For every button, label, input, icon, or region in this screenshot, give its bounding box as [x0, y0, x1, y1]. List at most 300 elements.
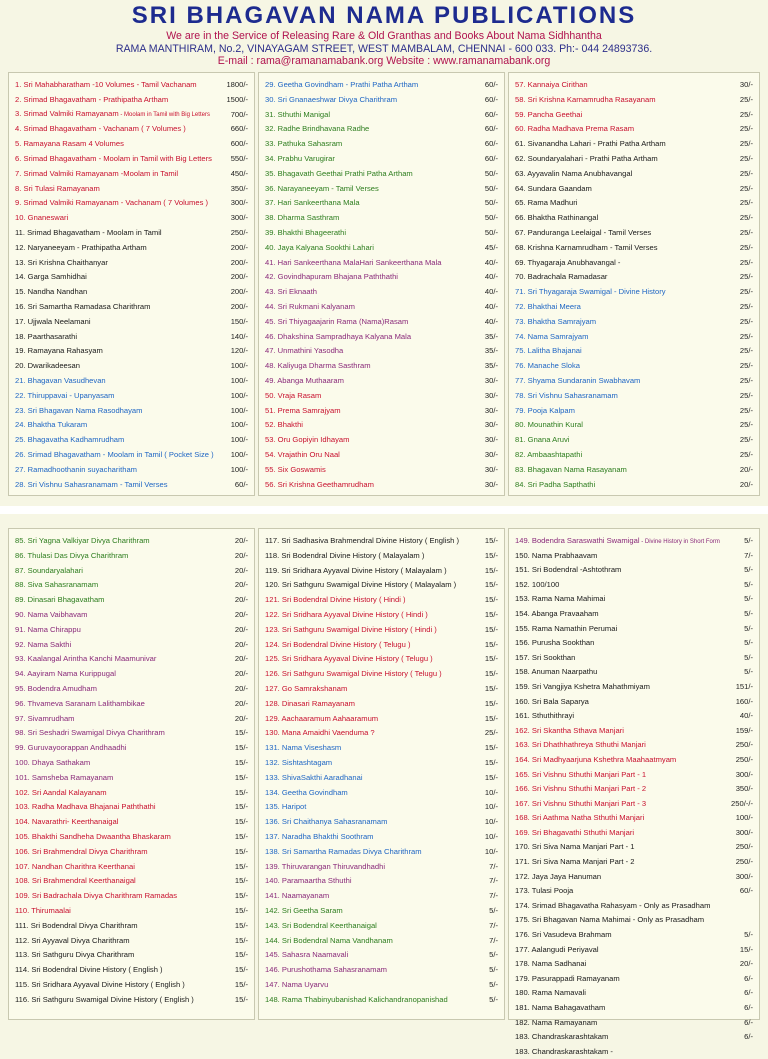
- book-price: 35/-: [484, 346, 498, 356]
- book-title: 24. Bhaktha Tukaram: [15, 420, 88, 430]
- book-list-item: [265, 608, 498, 623]
- book-title-note: - Moolam in Tamil with Big Letters: [118, 112, 210, 119]
- book-price: 30/-: [484, 435, 498, 445]
- book-title: 28. Sri Vishnu Sahasranamam - Tamil Verses: [15, 479, 168, 489]
- book-list-item: [15, 374, 248, 389]
- book-list-item: [515, 285, 753, 300]
- book-title: 47. Unmathini Yasodha: [265, 346, 344, 356]
- book-title: 116. Sri Sathguru Swamigal Divine History ( English ): [15, 994, 194, 1004]
- book-price: 5/-: [744, 536, 753, 545]
- book-title: 39. Bhakthi Bhageerathi: [265, 227, 347, 237]
- book-title: 164. Sri Madhyaarjuna Kshethra Maahaatmyam: [515, 754, 677, 764]
- book-list-item: [15, 78, 248, 93]
- book-list-item: [15, 667, 248, 682]
- book-list-item: [15, 697, 248, 712]
- book-title: 11. Srimad Bhagavatham - Moolam in Tamil: [15, 227, 162, 237]
- book-list-item: [265, 241, 498, 256]
- book-list-item: [265, 285, 498, 300]
- book-price: 20/-: [234, 639, 248, 649]
- book-price: 20/-: [234, 595, 248, 605]
- book-title: 162. Sri Skantha Sthava Manjari: [515, 725, 624, 735]
- book-price: 60/-: [484, 139, 498, 149]
- book-title: 15. Nandha Nandhan: [15, 287, 88, 297]
- book-list-item: [15, 167, 248, 182]
- book-title: 75. Lalitha Bhajanai: [515, 346, 582, 356]
- book-title: 50. Vraja Rasam: [265, 390, 322, 400]
- book-list-item: [515, 1016, 753, 1031]
- book-list-item: [515, 811, 753, 826]
- book-title: 100. Dhaya Sathakam: [15, 757, 91, 767]
- book-list-item: [15, 534, 248, 549]
- book-title: 140. Paramaartha Sthuthi: [265, 876, 352, 886]
- book-title: 112. Sri Ayyaval Divya Charithram: [15, 935, 130, 945]
- book-title: 40. Jaya Kalyana Sookthi Lahari: [265, 242, 374, 252]
- book-title: 51. Prema Samrajyam: [265, 405, 341, 415]
- book-title: 23. Sri Bhagavan Nama Rasodhayam: [15, 405, 143, 415]
- book-title: 43. Sri Eknaath: [265, 287, 317, 297]
- book-title: 67. Panduranga Leelaigal - Tamil Verses: [515, 227, 652, 237]
- contact-line: E-mail : rama@ramanamabank.org Website : www.ramanamabank.org: [217, 55, 551, 67]
- book-list-item: [265, 330, 498, 345]
- book-title: 63. Ayyavalin Nama Anubhavangal: [515, 168, 633, 178]
- book-title: 54. Vrajathin Oru Naal: [265, 449, 340, 459]
- book-list-item: [265, 226, 498, 241]
- book-price: 15/-: [234, 861, 248, 871]
- section-divider: [0, 506, 768, 514]
- book-price: 250/-: [735, 754, 753, 764]
- book-price: 25/-: [739, 198, 753, 208]
- book-list-item: [515, 753, 753, 768]
- book-list-item: [515, 404, 753, 419]
- book-price: 15/-: [484, 713, 498, 723]
- book-list-item: [515, 389, 753, 404]
- book-list-item: [15, 771, 248, 786]
- book-title: 105. Bhakthi Sandheha Dwaantha Bhaskaram: [15, 831, 171, 841]
- book-list-item: [515, 651, 753, 666]
- book-list-item: [15, 315, 248, 330]
- book-list-item: [265, 300, 498, 315]
- book-title: 137. Naradha Bhakthi Soothram: [265, 831, 374, 841]
- book-title: 130. Mana Amaidhi Vaenduma ?: [265, 728, 375, 738]
- book-price: 40/-: [484, 257, 498, 267]
- book-list-item: [265, 623, 498, 638]
- book-list-item: [515, 374, 753, 389]
- book-title: 6. Srimad Bhagavatham - Moolam in Tamil with Big Letters: [15, 153, 212, 163]
- book-title: 135. Haripot: [265, 802, 307, 812]
- book-title: 53. Oru Gopiyin Idhayam: [265, 435, 350, 445]
- book-price: 20/-: [739, 959, 753, 969]
- book-price: 15/-: [234, 935, 248, 945]
- book-title: 168. Sri Aathma Natha Sthuthi Manjari: [515, 813, 645, 823]
- book-title: 9. Srimad Valmiki Ramayanam - Vachanam ( 7 Volumes ): [15, 198, 209, 208]
- book-price: 15/-: [234, 891, 248, 901]
- top-column-3: [508, 72, 760, 496]
- book-list-item: [265, 564, 498, 579]
- book-price: 25/-: [739, 168, 753, 178]
- book-title: 95. Bodendra Amudham: [15, 683, 97, 693]
- book-price: 25/-: [739, 390, 753, 400]
- book-list-item: [15, 330, 248, 345]
- book-price: 20/-: [739, 479, 753, 489]
- book-title: 132. Sishtashtagam: [265, 757, 333, 767]
- book-title: 85. Sri Yagna Valkiyar Divya Charithram: [15, 536, 150, 545]
- book-title: 176. Sri Vasudeva Brahmam: [515, 930, 612, 940]
- book-list-item: [515, 680, 753, 695]
- book-title: 57. Kannaiya Cirithan: [515, 80, 588, 89]
- book-list-item: [15, 756, 248, 771]
- book-title: 68. Krishna Karnamrudham - Tamil Verses: [515, 242, 658, 252]
- book-price: 600/-: [230, 139, 248, 149]
- book-price: 25/-: [739, 153, 753, 163]
- book-title: 111. Sri Bodendral Divya Charithram: [15, 920, 138, 930]
- book-price: 15/-: [484, 639, 498, 649]
- book-title: 20. Dwarikadeesan: [15, 361, 81, 371]
- book-title: 97. Sivamrudham: [15, 713, 75, 723]
- book-title: 147. Nama Uyarvu: [265, 979, 329, 989]
- book-list-item: [15, 182, 248, 197]
- book-list-item: [15, 608, 248, 623]
- book-price: 15/-: [484, 669, 498, 679]
- book-title: 103. Radha Madhava Bhajanai Paththathi: [15, 802, 156, 812]
- book-list-item: [515, 93, 753, 108]
- book-list-item: [265, 534, 498, 549]
- book-list-item: [265, 756, 498, 771]
- book-list-item: [265, 196, 498, 211]
- book-title: 62. Soundaryalahari - Prathi Patha Artham: [515, 153, 658, 163]
- book-list-item: [15, 948, 248, 963]
- book-price: 15/-: [739, 944, 753, 954]
- book-title: 93. Kaalangal Arintha Kanchi Maamunivar: [15, 654, 157, 664]
- book-price: 20/-: [234, 624, 248, 634]
- book-price: 15/-: [234, 994, 248, 1004]
- book-list-item: [265, 845, 498, 860]
- book-list-item: [15, 226, 248, 241]
- book-title: 122. Sri Sridhara Ayyaval Divine History ( Hindi ): [265, 609, 428, 619]
- book-price: 50/-: [484, 168, 498, 178]
- book-list-item: [515, 300, 753, 315]
- book-list-item: [15, 815, 248, 830]
- book-title: 136. Sri Chaithanya Sahasranamam: [265, 817, 388, 827]
- book-title: 73. Bhaktha Samrajyam: [515, 316, 597, 326]
- book-title: 151. Sri Bodendral -Ashtothram: [515, 565, 622, 575]
- book-price: 15/-: [234, 950, 248, 960]
- book-price: 5/-: [744, 930, 753, 940]
- book-list-item: [15, 344, 248, 359]
- book-title: 146. Purushothama Sahasranamam: [265, 965, 387, 975]
- book-list-item: [515, 884, 753, 899]
- book-list-item: [15, 478, 248, 493]
- book-title: 175. Sri Bhagavan Nama Mahimai - Only as Prasadham: [515, 915, 705, 925]
- book-title: 94. Aayiram Nama Kurippugal: [15, 669, 116, 679]
- book-title: 58. Sri Krishna Karnamrudha Rasayanam: [515, 94, 656, 104]
- book-title: 10. Gnaneswari: [15, 213, 69, 223]
- book-price: 30/-: [484, 479, 498, 489]
- book-price: 50/-: [484, 198, 498, 208]
- book-list-item: [265, 667, 498, 682]
- book-price: 5/-: [489, 979, 498, 989]
- book-price: 30/-: [484, 405, 498, 415]
- book-price: 30/-: [484, 375, 498, 385]
- book-price: 25/-: [484, 728, 498, 738]
- book-list-item: [515, 463, 753, 478]
- book-list-item: [15, 638, 248, 653]
- book-list-item: [265, 830, 498, 845]
- book-list-item: [515, 418, 753, 433]
- book-list-item: [265, 786, 498, 801]
- book-list-item: [15, 904, 248, 919]
- book-list-item: [15, 122, 248, 137]
- book-title: 80. Mounathin Kural: [515, 420, 583, 430]
- book-price: 20/-: [234, 683, 248, 693]
- book-price: 25/-: [739, 405, 753, 415]
- book-title: 125. Sri Sridhara Ayyaval Divine History ( Telugu ): [265, 654, 433, 664]
- book-price: 30/-: [739, 80, 753, 89]
- book-price: 100/-: [230, 390, 248, 400]
- book-title: 79. Pooja Kalpam: [515, 405, 575, 415]
- book-title: 154. Abanga Pravaaham: [515, 608, 599, 618]
- book-price: 45/-: [484, 242, 498, 252]
- book-title: 183. Chandraskarashtakam -: [515, 1046, 613, 1056]
- book-price: 5/-: [744, 579, 753, 589]
- book-title: 127. Go Samrakshanam: [265, 683, 348, 693]
- book-price: 5/-: [744, 638, 753, 648]
- book-title: 149. Bodendra Saraswathi Swamigal - Divine History in Short Form: [515, 535, 720, 545]
- book-title: 65. Rama Madhuri: [515, 198, 578, 208]
- book-price: 100/-: [735, 813, 753, 823]
- book-title: 36. Narayaneeyam - Tamil Verses: [265, 183, 379, 193]
- book-list-item: [515, 448, 753, 463]
- book-price: 100/-: [230, 435, 248, 445]
- book-list-item: [265, 270, 498, 285]
- book-price: 15/-: [234, 802, 248, 812]
- book-title: 163. Sri Dhathhathreya Sthuthi Manjari: [515, 740, 646, 750]
- book-price: 35/-: [484, 331, 498, 341]
- book-title: 82. Ambaashtapathi: [515, 449, 583, 459]
- book-title: 174. Srimad Bhagavatha Rahasyam - Only as Prasadham: [515, 900, 711, 910]
- book-price: 15/-: [234, 743, 248, 753]
- book-title: 102. Sri Aandal Kalayanam: [15, 787, 107, 797]
- book-title: 32. Radhe Brindhavana Radhe: [265, 124, 370, 134]
- book-price: 30/-: [484, 420, 498, 430]
- book-list-item: [515, 137, 753, 152]
- book-title: 138. Sri Samartha Ramadas Divya Charithram: [265, 846, 422, 856]
- book-title: 84. Sri Padha Sapthathi: [515, 479, 596, 489]
- book-title: 104. Navarathri- Keerthanaigal: [15, 817, 119, 827]
- publisher-title: SRI BHAGAVAN NAMA PUBLICATIONS: [131, 2, 637, 29]
- book-price: 15/-: [234, 787, 248, 797]
- book-title: 109. Sri Badrachala Divya Charithram Ramadas: [15, 891, 178, 901]
- book-list-item: [515, 270, 753, 285]
- book-price: 300/-: [735, 871, 753, 881]
- book-title: 119. Sri Sridhara Ayyaval Divine History ( Malayalam ): [265, 565, 447, 575]
- book-price: 25/-: [739, 109, 753, 119]
- book-list-item: [265, 315, 498, 330]
- book-title: 21. Bhagavan Vasudhevan: [15, 375, 106, 385]
- book-title: 98. Sri Seshadri Swamigal Divya Charithram: [15, 728, 165, 738]
- book-price: 7/-: [744, 550, 753, 560]
- book-price: 250/-: [230, 227, 248, 237]
- book-title: 150. Nama Prabhaavam: [515, 550, 598, 560]
- book-price: 15/-: [484, 595, 498, 605]
- book-list-item: [15, 108, 248, 123]
- book-list-item: [515, 344, 753, 359]
- book-list-item: [265, 993, 498, 1008]
- book-price: 7/-: [489, 876, 498, 886]
- book-list-item: [15, 256, 248, 271]
- book-list-item: [515, 986, 753, 1001]
- book-price: 6/-: [744, 988, 753, 998]
- book-title: 131. Nama Viseshasm: [265, 743, 342, 753]
- book-title: 173. Tulasi Pooja: [515, 886, 574, 896]
- book-price: 15/-: [234, 920, 248, 930]
- book-title: 179. Pasurappadi Ramayanam: [515, 973, 620, 983]
- book-title: 17. Ujjwala Neelamani: [15, 316, 91, 326]
- book-title: 114. Sri Bodendral Divine History ( English ): [15, 965, 163, 975]
- book-title: 13. Sri Krishna Chaithanyar: [15, 257, 108, 267]
- book-list-item: [265, 874, 498, 889]
- book-list-item: [15, 726, 248, 741]
- book-list-item: [265, 682, 498, 697]
- book-title: 16. Sri Samartha Ramadasa Charithram: [15, 301, 151, 311]
- book-title: 37. Hari Sankeerthana Mala: [265, 198, 360, 208]
- book-price: 6/-: [744, 1032, 753, 1042]
- book-title: 134. Geetha Govindham: [265, 787, 348, 797]
- book-title: 156. Purusha Sookthan: [515, 638, 595, 648]
- book-price: 60/-: [234, 479, 248, 489]
- book-title: 124. Sri Bodendral Divine History ( Telugu ): [265, 639, 411, 649]
- book-list-item: [265, 433, 498, 448]
- book-title: 133. ShivaSakthi Aaradhanai: [265, 772, 363, 782]
- book-list-item: [265, 860, 498, 875]
- book-list-item: [515, 152, 753, 167]
- book-title: 160. Sri Bala Saparya: [515, 696, 589, 706]
- book-title: 77. Shyama Sundaranin Swabhavam: [515, 375, 641, 385]
- book-price: 300/-: [230, 213, 248, 223]
- book-list-item: [265, 904, 498, 919]
- book-price: 10/-: [484, 846, 498, 856]
- book-title: 3. Srimad Valmiki Ramayanam - Moolam in Tamil with Big Letters: [15, 109, 210, 119]
- book-price: 250/-: [735, 842, 753, 852]
- book-list-item: [515, 578, 753, 593]
- book-title: 143. Sri Bodendral Keerthanaigal: [265, 920, 377, 930]
- book-price: 700/-: [230, 109, 248, 119]
- book-price: 1800/-: [226, 80, 248, 89]
- book-price: 15/-: [234, 817, 248, 827]
- book-title: 177. Aalangudi Periyaval: [515, 944, 599, 954]
- book-price: 300/-: [735, 769, 753, 779]
- book-list-item: [15, 889, 248, 904]
- book-title: 2. Srimad Bhagavatham - Prathipatha Artham: [15, 94, 169, 104]
- book-price: 20/-: [234, 565, 248, 575]
- book-price: 25/-: [739, 227, 753, 237]
- book-title: 118. Sri Bodendral Divine History ( Malayalam ): [265, 550, 425, 560]
- top-column-1: [8, 72, 255, 496]
- book-price: 15/-: [484, 743, 498, 753]
- book-price: 25/-: [739, 301, 753, 311]
- book-price: 5/-: [489, 905, 498, 915]
- book-price: 100/-: [230, 420, 248, 430]
- book-price: 20/-: [234, 669, 248, 679]
- book-title: 161. Sthuthithrayi: [515, 711, 575, 721]
- book-list-item: [515, 622, 753, 637]
- book-price: 25/-: [739, 183, 753, 193]
- book-price: 6/-: [744, 1017, 753, 1027]
- book-price: 100/-: [230, 449, 248, 459]
- book-title: 155. Rama Namathin Perumai: [515, 623, 618, 633]
- book-price: 100/-: [230, 361, 248, 371]
- book-list-item: [15, 359, 248, 374]
- book-list-item: [515, 826, 753, 841]
- book-title: 42. Govindhapuram Bhajana Paththathi: [265, 272, 398, 282]
- book-title: 64. Sundara Gaandam: [515, 183, 592, 193]
- book-title: 141. Naamayanam: [265, 891, 330, 901]
- book-title: 60. Radha Madhava Prema Rasam: [515, 124, 635, 134]
- book-price: 15/-: [484, 772, 498, 782]
- book-price: 15/-: [234, 905, 248, 915]
- book-price: 50/-: [484, 183, 498, 193]
- book-price: 20/-: [234, 609, 248, 619]
- book-price: 6/-: [744, 973, 753, 983]
- book-price: 20/-: [739, 464, 753, 474]
- book-list-item: [15, 800, 248, 815]
- book-list-item: [265, 919, 498, 934]
- book-price: 10/-: [484, 831, 498, 841]
- book-list-item: [265, 211, 498, 226]
- book-price: 20/-: [234, 698, 248, 708]
- book-price: 25/-: [739, 420, 753, 430]
- book-list-item: [265, 800, 498, 815]
- book-price: 660/-: [230, 124, 248, 134]
- book-title: 31. Sthuthi Manigal: [265, 109, 331, 119]
- book-list-item: [265, 78, 498, 93]
- book-title: 49. Abanga Muthaaram: [265, 375, 344, 385]
- bottom-column-1: [8, 528, 255, 1020]
- book-list-item: [265, 889, 498, 904]
- book-list-item: [515, 607, 753, 622]
- book-list-item: [515, 943, 753, 958]
- book-price: 350/-: [735, 784, 753, 794]
- book-list-item: [265, 359, 498, 374]
- book-list-item: [15, 623, 248, 638]
- book-list-item: [15, 786, 248, 801]
- book-list-item: [15, 93, 248, 108]
- book-list-item: [265, 182, 498, 197]
- book-price: 250/-/-: [731, 798, 753, 808]
- book-list-item: [265, 948, 498, 963]
- book-title: 29. Geetha Govindham - Prathi Patha Artham: [265, 80, 419, 89]
- book-list-item: [515, 549, 753, 564]
- book-price: 200/-: [230, 272, 248, 282]
- book-list-item: [265, 122, 498, 137]
- book-price: 25/-: [739, 375, 753, 385]
- book-price: 15/-: [234, 846, 248, 856]
- book-title: 48. Kaliyuga Dharma Sasthram: [265, 361, 371, 371]
- book-price: 140/-: [230, 331, 248, 341]
- book-title: 183. Chandraskarashtakam: [515, 1032, 609, 1042]
- book-title: 166. Sri Vishnu Sthuthi Manjari Part - 2: [515, 784, 647, 794]
- book-list-item: [515, 636, 753, 651]
- book-list-item: [515, 359, 753, 374]
- book-title: 115. Sri Sridhara Ayyaval Divine History ( English ): [15, 979, 185, 989]
- book-title: 46. Dhakshina Sampradhaya Kalyana Mala: [265, 331, 412, 341]
- book-title: 181. Nama Bahagavatham: [515, 1003, 606, 1012]
- book-price: 200/-: [230, 287, 248, 297]
- top-column-2: [258, 72, 505, 496]
- book-price: 20/-: [234, 580, 248, 590]
- book-list-item: [265, 934, 498, 949]
- book-price: 15/-: [234, 757, 248, 767]
- book-price: 7/-: [489, 920, 498, 930]
